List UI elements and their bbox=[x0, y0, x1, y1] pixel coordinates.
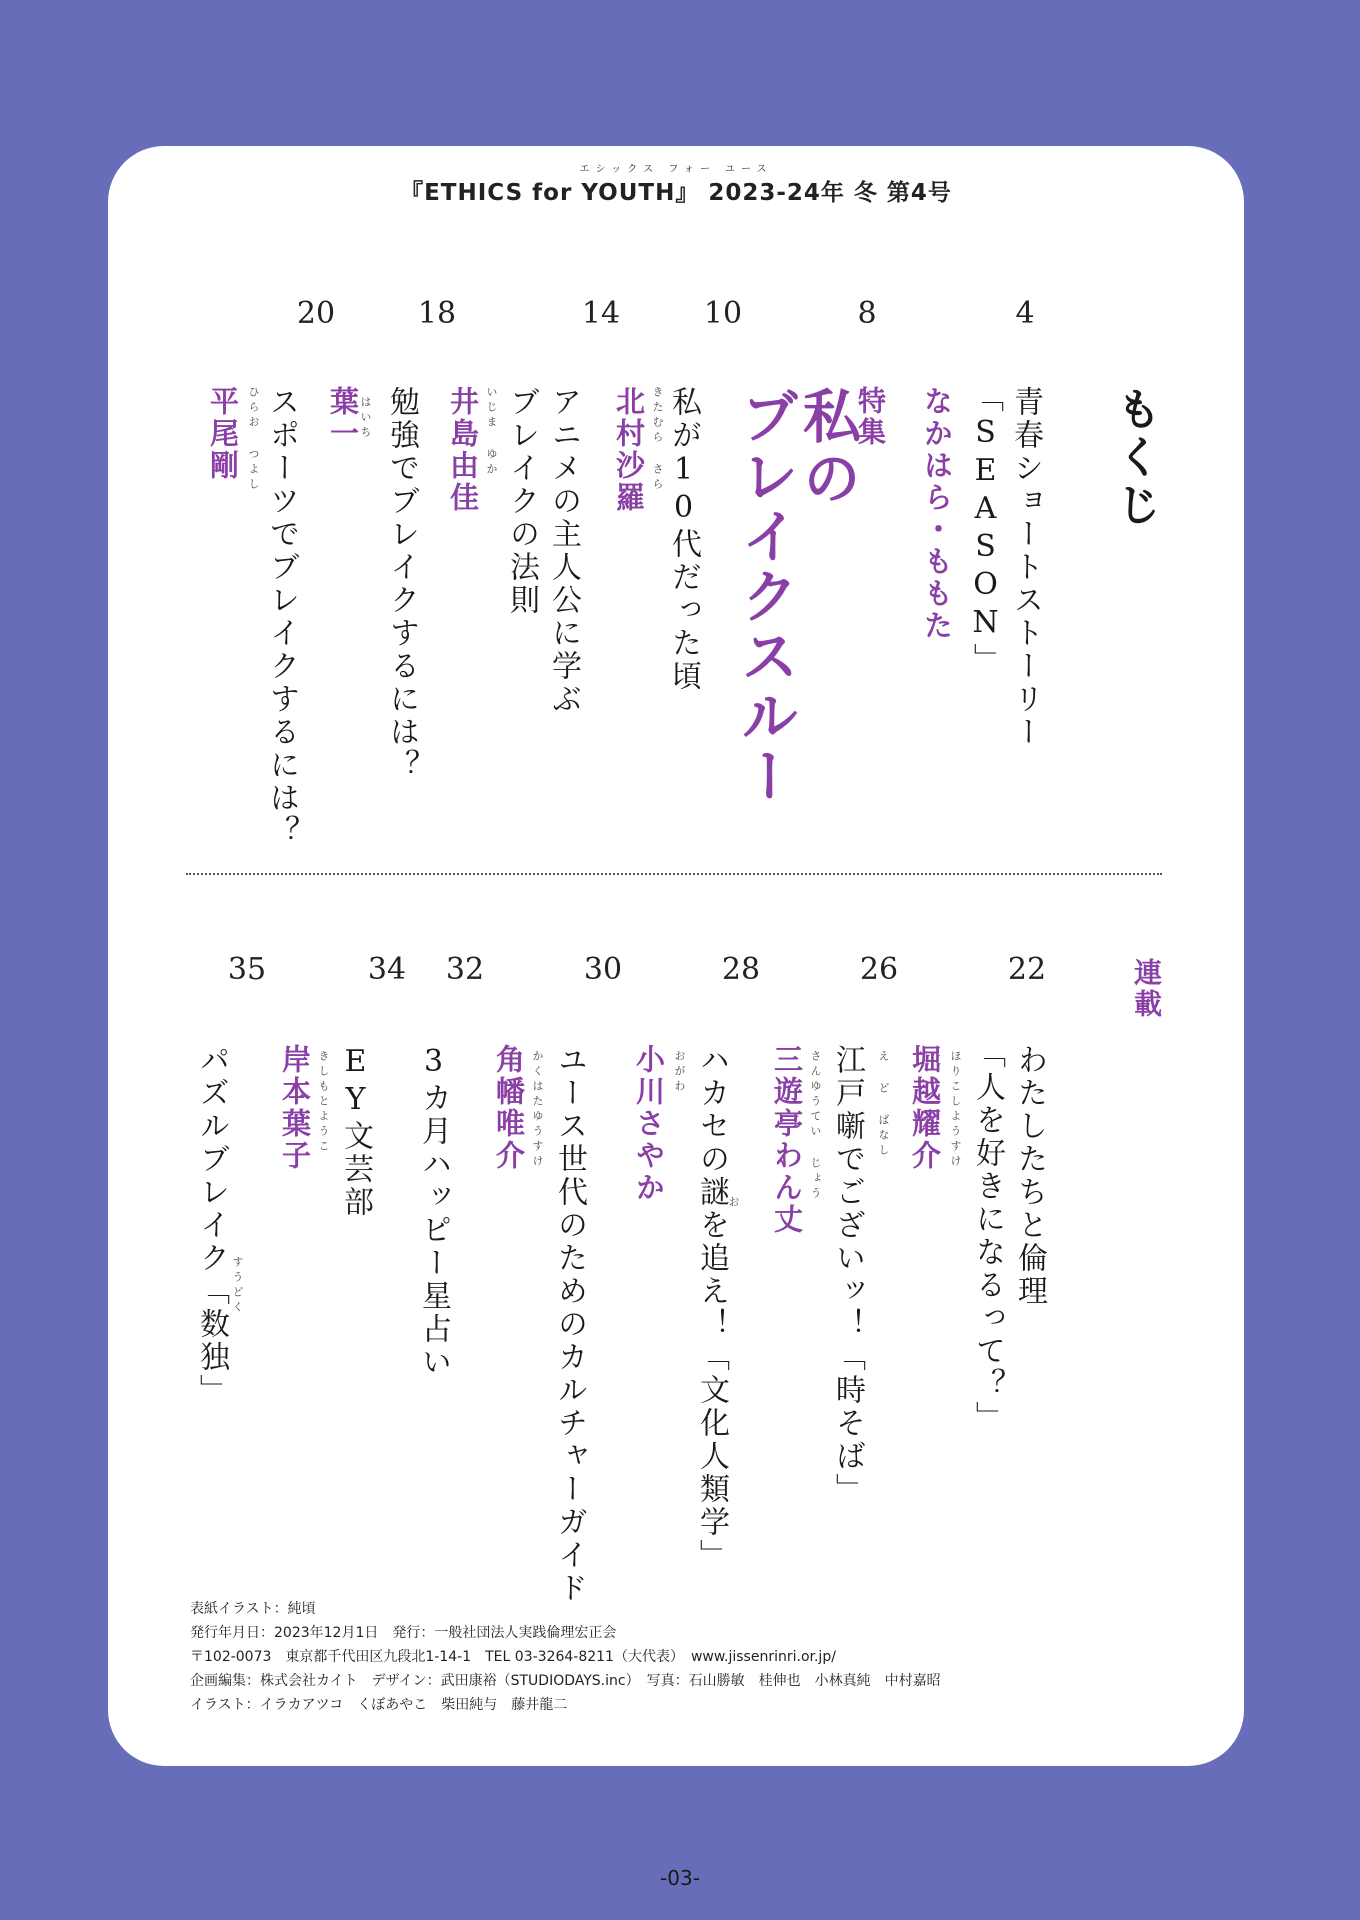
entry-title[interactable]: わたしたちと倫理 bbox=[1012, 1044, 1047, 1308]
colophon-line: 〒102-0073 東京都千代田区九段北1-14-1 TEL 03-3264-8211（大代表） www.jissenrinri.or.jp/ bbox=[190, 1649, 836, 1665]
page-number-34[interactable]: 34 bbox=[367, 952, 407, 987]
colophon-line: 企画編集：株式会社カイト デザイン：武田康裕（STUDIODAYS.inc） 写真：石山勝敏 桂伸也 小林真純 中村嘉昭 bbox=[190, 1673, 941, 1689]
entry-author: なかはら・ももた bbox=[920, 386, 954, 642]
author-furigana: ほりこしようすけ bbox=[949, 1050, 962, 1170]
page-number-10[interactable]: 10 bbox=[703, 296, 743, 331]
toc-title: もくじ bbox=[1109, 386, 1160, 530]
serial-label: 連載 bbox=[1130, 958, 1163, 1020]
page-number-8[interactable]: 8 bbox=[857, 296, 877, 331]
author-furigana: かくはたゆうすけ bbox=[531, 1050, 544, 1170]
page-number-32[interactable]: 32 bbox=[445, 952, 485, 987]
page-number-20[interactable]: 20 bbox=[296, 296, 336, 331]
author-furigana: いじま ゆか bbox=[485, 386, 498, 478]
author-furigana: きたむら さら bbox=[651, 386, 664, 493]
author-furigana: さんゆうてい じょう bbox=[809, 1050, 822, 1202]
page-number-35[interactable]: 35 bbox=[227, 952, 267, 987]
entry-title[interactable]: EY文芸部 bbox=[338, 1044, 373, 1219]
page-number-26[interactable]: 26 bbox=[859, 952, 899, 987]
entry-author: 岸本葉子 bbox=[278, 1044, 312, 1172]
entry-author: 角幡唯介 bbox=[492, 1044, 526, 1172]
entry-title[interactable]: 3カ月ハッピー星占い bbox=[416, 1044, 451, 1379]
author-furigana: はいち bbox=[359, 396, 372, 441]
page-number-30[interactable]: 30 bbox=[583, 952, 623, 987]
entry-title[interactable]: パズルブレイク「数独」 bbox=[194, 1044, 229, 1407]
page-number-4[interactable]: 4 bbox=[1015, 296, 1035, 331]
entry-subtitle[interactable]: ブレイクの法則 bbox=[504, 386, 539, 617]
toc-card bbox=[108, 146, 1244, 1766]
header-ruby: エシックス フォー ユース bbox=[579, 164, 773, 175]
entry-title[interactable]: 江戸噺でございッ！「時そば」 bbox=[830, 1044, 865, 1506]
title-furigana: すうどく bbox=[231, 1256, 244, 1316]
title-furigana: お bbox=[727, 1196, 740, 1211]
page-number-22[interactable]: 22 bbox=[1007, 952, 1047, 987]
author-furigana: きしもとようこ bbox=[317, 1050, 330, 1155]
entry-title[interactable]: ハカセの謎を追え！「文化人類学」 bbox=[694, 1044, 729, 1572]
entry-title[interactable]: 私が10代だった頃 bbox=[666, 386, 701, 693]
page-number-14[interactable]: 14 bbox=[581, 296, 621, 331]
feature-title-line2[interactable]: ブレイクスルー bbox=[731, 386, 799, 806]
entry-subtitle[interactable]: 「SEASON」 bbox=[968, 382, 1003, 676]
colophon-line: 発行年月日：2023年12月1日 発行：一般社団法人実践倫理宏正会 bbox=[190, 1625, 617, 1641]
section-divider bbox=[186, 873, 1162, 875]
colophon bbox=[190, 1597, 941, 1717]
colophon-line: イラスト：イラカアツコ くぼあやこ 柴田純与 藤井龍二 bbox=[190, 1697, 568, 1713]
entry-author: 三遊亭わん丈 bbox=[770, 1044, 804, 1236]
entry-author: 葉一 bbox=[326, 386, 360, 450]
title-furigana: え ど ばなし bbox=[877, 1050, 890, 1159]
page-number: -03- bbox=[660, 1866, 700, 1890]
entry-subtitle[interactable]: 「人を好きになるって？」 bbox=[970, 1038, 1005, 1434]
author-furigana: ひらお つよし bbox=[247, 386, 260, 493]
entry-author: 小川さやか bbox=[632, 1044, 666, 1204]
entry-author: 堀越耀介 bbox=[908, 1044, 942, 1172]
entry-title[interactable]: スポーツでブレイクするには？ bbox=[264, 386, 299, 848]
page-number-18[interactable]: 18 bbox=[417, 296, 457, 331]
entry-author: 井島由佳 bbox=[446, 386, 480, 514]
author-furigana: おがわ bbox=[673, 1050, 686, 1095]
entry-title[interactable]: 青春ショートストーリー bbox=[1008, 386, 1043, 749]
entry-title[interactable]: ユース世代のためのカルチャーガイド bbox=[552, 1044, 587, 1605]
feature-label: 特集 bbox=[854, 386, 887, 448]
header-title: 『ETHICS for YOUTH』 2023-24年 冬 第4号 bbox=[400, 180, 952, 206]
feature-title-line1[interactable]: 私の bbox=[793, 386, 861, 510]
entry-author: 北村沙羅 bbox=[612, 386, 646, 514]
entry-title[interactable]: アニメの主人公に学ぶ bbox=[546, 386, 581, 716]
page-number-28[interactable]: 28 bbox=[721, 952, 761, 987]
entry-author: 平尾剛 bbox=[206, 386, 240, 482]
entry-title[interactable]: 勉強でブレイクするには？ bbox=[384, 386, 419, 782]
colophon-line: 表紙イラスト：純頃 bbox=[190, 1601, 316, 1617]
